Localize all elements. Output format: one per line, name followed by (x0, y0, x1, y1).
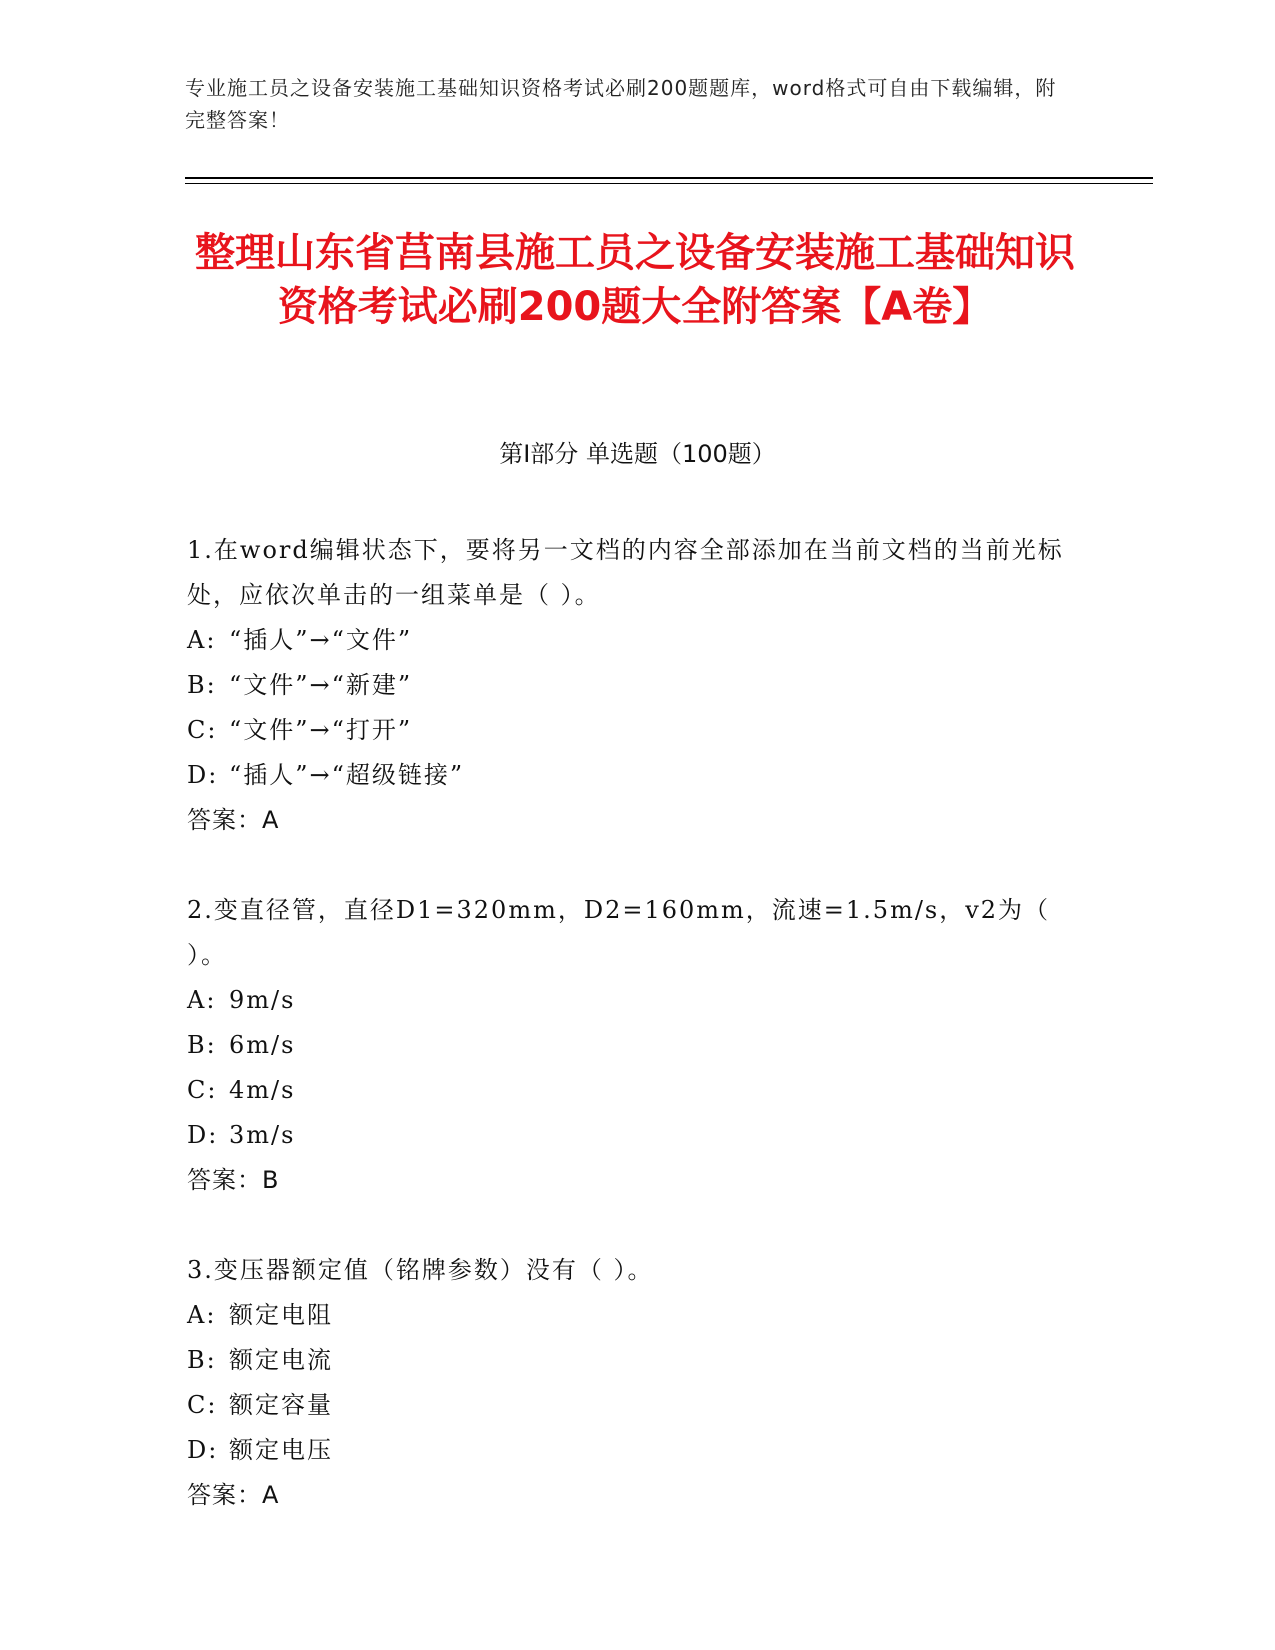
option-letter: B: (187, 1346, 217, 1374)
option-text: “插人”→“文件” (229, 626, 413, 654)
option-a (187, 1293, 1087, 1338)
option-letter: B: (187, 671, 217, 699)
option-text: 额定电流 (229, 1346, 333, 1374)
option-d (187, 1113, 1087, 1158)
option-a (187, 618, 1087, 663)
question-stem: 3.变压器额定值（铭牌参数）没有（ ）。 (187, 1256, 654, 1284)
option-b (187, 1338, 1087, 1383)
option-letter: A: (187, 626, 217, 654)
question-3 (187, 1248, 1087, 1518)
option-letter: A: (187, 1301, 217, 1329)
option-letter: D: (187, 1436, 219, 1464)
option-c (187, 708, 1087, 753)
option-d (187, 1428, 1087, 1473)
document-title: 整理山东省莒南县施工员之设备安装施工基础知识资格考试必刷200题大全附答案【A卷】 (195, 230, 1075, 330)
option-text: 3m/s (229, 1121, 296, 1149)
option-c (187, 1068, 1087, 1113)
option-d (187, 753, 1087, 798)
option-letter: A: (187, 986, 217, 1014)
header-note: 专业施工员之设备安装施工基础知识资格考试必刷200题题库，word格式可自由下载编辑，附完整答案！ (185, 76, 1057, 132)
question-2 (187, 888, 1087, 1203)
option-text: 额定容量 (229, 1391, 333, 1419)
option-text: 6m/s (229, 1031, 296, 1059)
option-text: 9m/s (229, 986, 296, 1014)
option-b (187, 663, 1087, 708)
option-a (187, 978, 1087, 1023)
option-b (187, 1023, 1087, 1068)
option-letter: C: (187, 1076, 218, 1104)
option-text: “插人”→“超级链接” (229, 761, 465, 789)
question-list (187, 528, 1087, 1563)
option-text: 额定电阻 (229, 1301, 333, 1329)
option-text: 额定电压 (229, 1436, 333, 1464)
header-divider-thin (185, 183, 1153, 184)
option-letter: B: (187, 1031, 217, 1059)
question-1 (187, 528, 1087, 843)
option-c (187, 1383, 1087, 1428)
header-divider-thick (185, 177, 1153, 179)
answer-line: 答案：B (187, 1166, 280, 1194)
question-stem: 1.在word编辑状态下，要将另一文档的内容全部添加在当前文档的当前光标处，应依次单击的一组菜单是（ ）。 (187, 536, 1064, 609)
answer-line: 答案：A (187, 806, 280, 834)
section-heading: 第Ⅰ部分 单选题（100题） (499, 440, 776, 468)
option-text: 4m/s (229, 1076, 296, 1104)
option-letter: D: (187, 1121, 219, 1149)
option-text: “文件”→“新建” (229, 671, 413, 699)
option-letter: D: (187, 761, 219, 789)
answer-line: 答案：A (187, 1481, 280, 1509)
question-stem: 2.变直径管，直径D1=320mm，D2=160mm，流速=1.5m/s，v2为（ ）。 (187, 896, 1051, 969)
option-letter: C: (187, 1391, 218, 1419)
option-text: “文件”→“打开” (229, 716, 413, 744)
option-letter: C: (187, 716, 218, 744)
